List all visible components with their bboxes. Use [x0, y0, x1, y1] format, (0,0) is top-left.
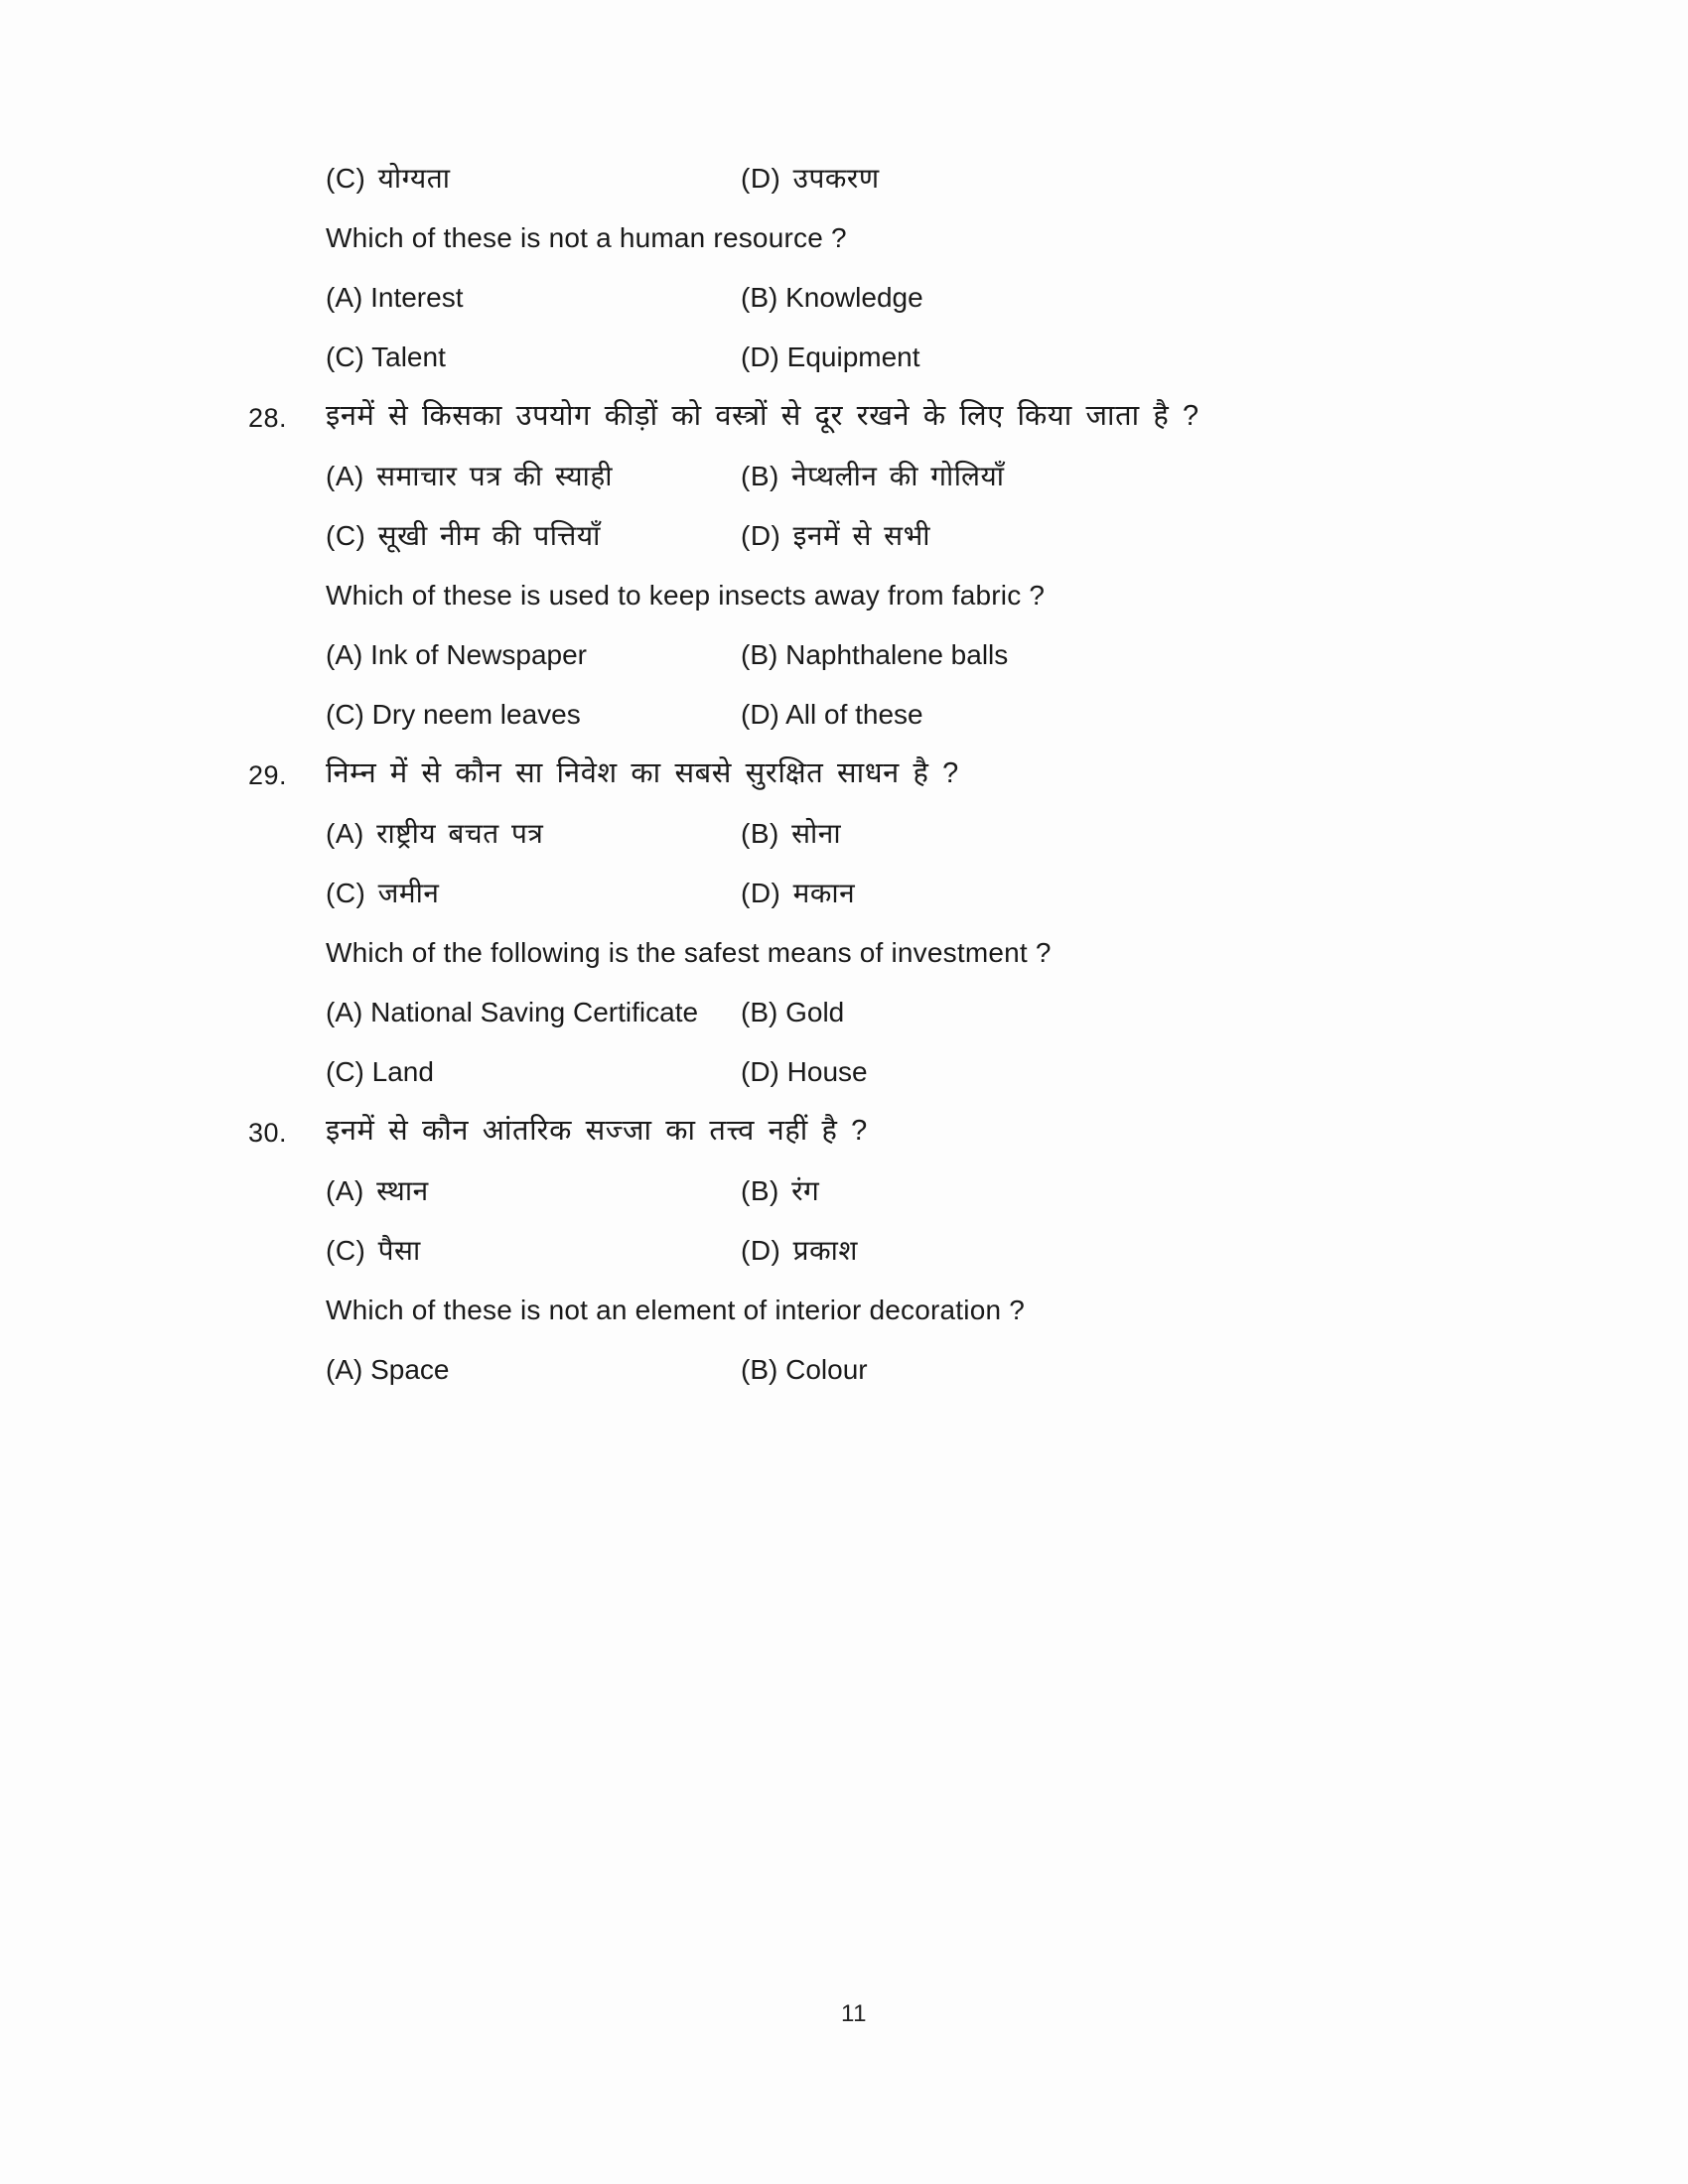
carryover-options-hindi-row	[326, 149, 1420, 208]
question-29-option-c-english: (C) Land	[326, 1055, 434, 1087]
question-28-option-a-english: (A) Ink of Newspaper	[326, 638, 587, 670]
question-content-column	[248, 149, 1420, 1400]
question-28-option-d-english: (D) All of these	[741, 698, 923, 730]
carryover-statement-english-row	[248, 208, 1420, 268]
carryover-statement-english: Which of these is not a human resource ?	[326, 221, 847, 253]
question-29-options-english-row-1	[326, 983, 1420, 1042]
question-30-option-b-hindi: (B) रंग	[741, 1174, 820, 1206]
carryover-options-english-row-2	[326, 328, 1420, 387]
question-28-option-c-hindi: (C) सूखी नीम की पत्तियाँ	[326, 519, 601, 551]
question-29-option-b-english: (B) Gold	[741, 996, 845, 1027]
question-28-english-row	[248, 566, 1420, 625]
question-30-text-english: Which of these is not an element of interior decoration ?	[326, 1294, 1026, 1325]
page-number-value: 11	[841, 2000, 867, 2027]
question-28-option-b-english: (B) Naphthalene balls	[741, 638, 1009, 670]
question-30-number: 30.	[248, 1118, 288, 1149]
question-29-option-b-hindi: (B) सोना	[741, 817, 842, 849]
question-28-option-a-hindi: (A) समाचार पत्र की स्याही	[326, 460, 613, 491]
question-30-option-c-hindi: (C) पैसा	[326, 1234, 421, 1266]
question-29-option-d-english: (D) House	[741, 1055, 868, 1087]
question-29-number: 29.	[248, 760, 288, 791]
question-29-english-row	[248, 923, 1420, 983]
question-30-options-hindi-row-2	[326, 1221, 1420, 1281]
question-29-options-hindi-row-2	[326, 864, 1420, 923]
question-30-english-row	[248, 1281, 1420, 1340]
question-29-options-english-row-2	[326, 1042, 1420, 1102]
carryover-option-c-english: (C) Talent	[326, 341, 446, 372]
question-29-text-hindi: निम्न में से कौन सा निवेश का सबसे सुरक्षित साधन है ?	[326, 757, 959, 790]
question-28-text-english: Which of these is used to keep insects away from fabric ?	[326, 579, 1046, 611]
question-28-option-d-hindi: (D) इनमें से सभी	[741, 519, 931, 551]
question-30-option-d-hindi: (D) प्रकाश	[741, 1234, 858, 1266]
carryover-option-c-hindi: (C) योग्यता	[326, 162, 451, 194]
question-30-option-a-english: (A) Space	[326, 1353, 450, 1385]
question-30-options-hindi-row-1	[326, 1161, 1420, 1221]
question-29-text-english: Which of the following is the safest means of investment ?	[326, 936, 1052, 968]
carryover-option-d-hindi: (D) उपकरण	[741, 162, 880, 194]
question-28-option-b-hindi: (B) नेप्थलीन की गोलियाँ	[741, 460, 1005, 491]
question-30-option-a-hindi: (A) स्थान	[326, 1174, 429, 1206]
question-30-option-b-english: (B) Colour	[741, 1353, 868, 1385]
question-28-options-english-row-2	[326, 685, 1420, 745]
question-30-text-hindi: इनमें से कौन आंतरिक सज्जा का तत्त्व नहीं है ?	[326, 1115, 868, 1148]
question-29-option-c-hindi: (C) जमीन	[326, 877, 440, 908]
question-29-option-a-english: (A) National Saving Certificate	[326, 996, 699, 1027]
question-29-options-hindi-row-1	[326, 804, 1420, 864]
question-29-option-a-hindi: (A) राष्ट्रीय बचत पत्र	[326, 817, 544, 849]
question-28-hindi-row	[248, 387, 1420, 447]
question-30-options-english-row-1	[326, 1340, 1420, 1400]
question-29-option-d-hindi: (D) मकान	[741, 877, 856, 908]
question-28-options-hindi-row-1	[326, 447, 1420, 506]
carryover-option-d-english: (D) Equipment	[741, 341, 920, 372]
question-28-options-hindi-row-2	[326, 506, 1420, 566]
question-30-hindi-row	[248, 1102, 1420, 1161]
question-28-text-hindi: इनमें से किसका उपयोग कीड़ों को वस्त्रों से दूर रखने के लिए किया जाता है ?	[326, 400, 1199, 433]
question-28-option-c-english: (C) Dry neem leaves	[326, 698, 581, 730]
page-number-footer	[0, 2000, 1688, 2028]
carryover-options-english-row-1	[326, 268, 1420, 328]
question-28-number: 28.	[248, 403, 288, 434]
carryover-option-a-english: (A) Interest	[326, 281, 464, 313]
question-28-options-english-row-1	[326, 625, 1420, 685]
carryover-option-b-english: (B) Knowledge	[741, 281, 923, 313]
question-29-hindi-row	[248, 745, 1420, 804]
